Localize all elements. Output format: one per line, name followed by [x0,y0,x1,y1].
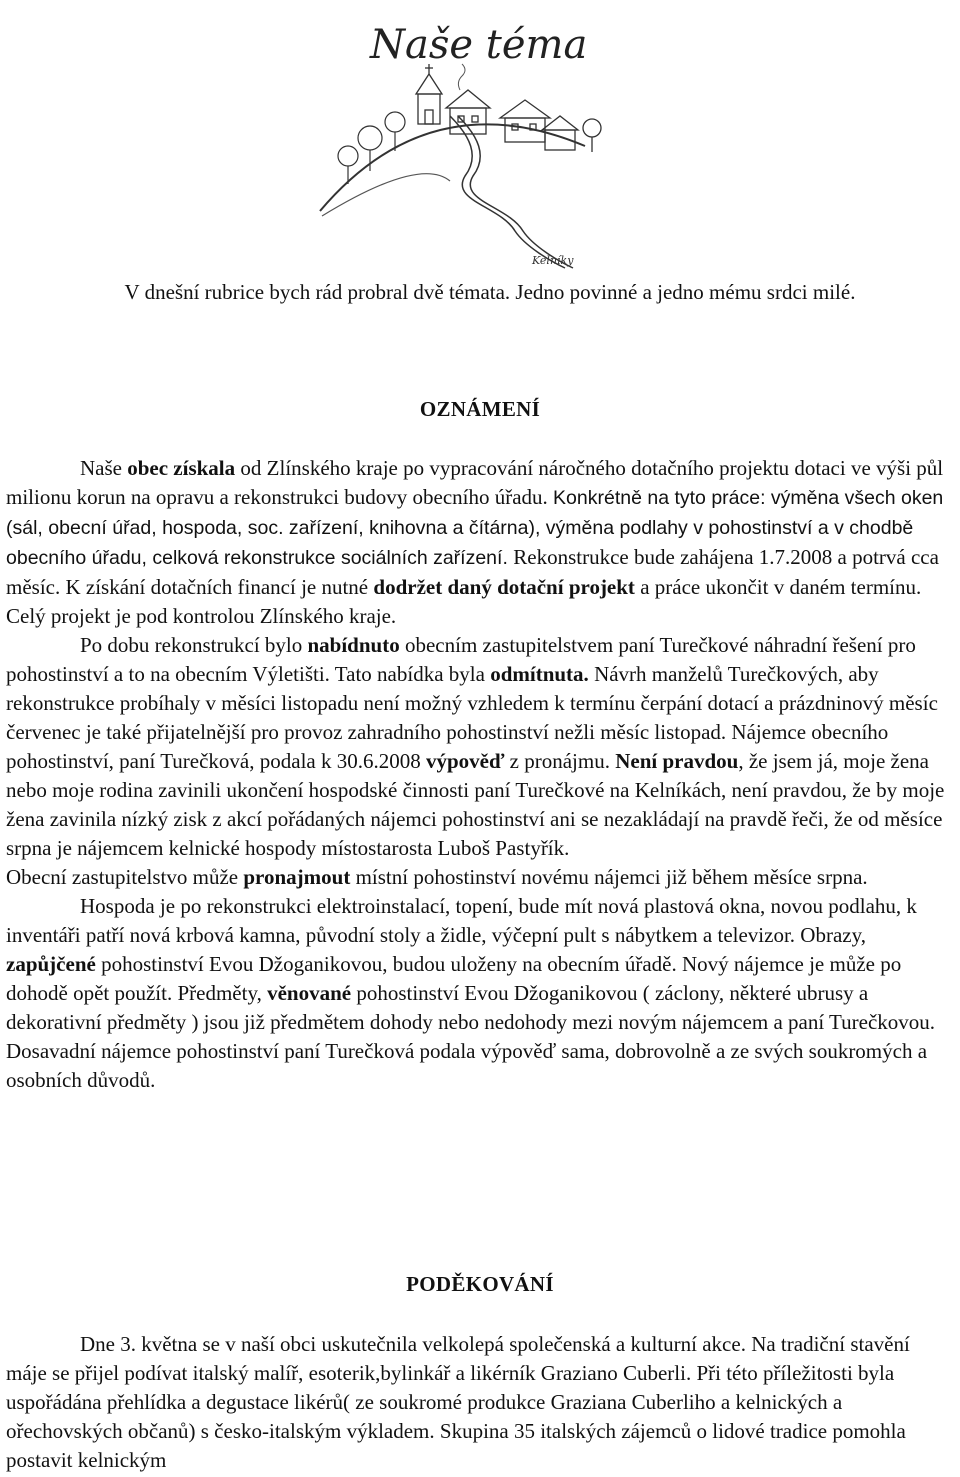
bold-text-run: odmítnuta. [490,662,589,686]
announcement-heading: OZNÁMENÍ [419,397,541,421]
text-run: Dne 3. května se v naší obci uskutečnila velkolepá společenská a kulturní akce. Na tradiční stavění máje se přijel podívat italský malíř, esoterik,bylinkář a likérník Graziano Cuberli. Při této příležitosti byla uspořádána přehlídka a degustace likérů( ze soukromé produkce Graziana Cuberliho a kelnických a ořechovských občanů) s česko-italským výkladem. Skupina 35 italských zájemců o lidové tradice pomohla postavit kelnickým [6,1332,910,1472]
announcement-paragraph-4 [6,892,954,1037]
drawing-signature: Kelníky [532,254,574,267]
text-run: pohostinství Evou Džoganikovou, budou uloženy na obecním úřadě. Nový nájemce je může po dohodě opět použít. Předměty, [6,952,902,1005]
bold-text-run: výpověď [425,749,505,773]
bold-text-run: zapůjčené [6,952,96,976]
text-run: Obecní zastupitelstvo může [6,865,244,889]
church-drawing [416,64,442,124]
text-run: , že jsem já, moje žena nebo moje rodina zavinili ukončení hospodské činnosti paní Turečkové na Kelníkách, není pravdou, že by moje žena zavinila nízký zisk z akcí pořádaných nájemci pohostinství ani se nezakládají na pravdě řeči, že od měsíce srpna je nájemcem kelnické hospody místostarosta Luboš Pastyřík. [6,749,945,860]
bold-text-run: pronajmout [243,865,351,889]
header-title: Naše téma [370,22,588,68]
text-run: Naše [80,456,128,480]
text-run: Po dobu rekonstrukcí bylo [80,633,308,657]
text-run: Dosavadní nájemce pohostinství paní Turečková podala výpověď sama, dobrovolně a ze svých soukromých a osobních důvodů. [6,1039,928,1092]
announcement-paragraph-3 [6,863,954,892]
thanks-paragraph-1 [6,1330,954,1475]
announcement-paragraph-1 [6,454,954,631]
text-run: Konkrétně na tyto práce: výměna všech oken (sál, obecní úřad, hospoda, soc. zařízení, knihovna a čítárna), výměna podlahy v pohostinství a v chodbě obecního úřadu, celková rekonstrukce sociálních zařízení. [6,487,944,569]
bold-text-run: nabídnuto [307,633,400,657]
bold-text-run: obec získala [127,456,236,480]
text-run: Rekonstrukce bude zahájena 1.7.2008 a potrvá cca měsíc. K získání dotačních financí je nutné [6,545,939,599]
announcement-paragraph-2 [6,631,954,863]
text-run: Hospoda je po rekonstrukci elektroinstalací, topení, bude mít nová plastová okna, novou podlahu, k inventáři patří nová krbová kamna, původní stoly a židle, výčepní pult s nábytkem a televizor. Obrazy, [6,894,917,947]
thanks-section [6,1330,954,1475]
text-run: z pronájmu. [504,749,616,773]
intro-paragraph: V dnešní rubrice bych rád probral dvě témata. Jedno povinné a jedno mému srdci milé. [124,280,856,304]
village-on-globe-drawing [300,6,660,276]
bold-text-run: dodržet daný dotační projekt [373,575,635,599]
bold-text-run: věnované [267,981,352,1005]
text-run: od Zlínského kraje po vypracování náročného dotačního projektu dotaci ve výši půl milionu korun na opravu a rekonstrukci budovy obecního úřadu. [6,456,944,509]
thanks-heading: PODĚKOVÁNÍ [406,1272,554,1296]
announcement-paragraph-5 [6,1037,954,1095]
trees-left [338,112,405,184]
text-run: Návrh manželů Turečkových, aby rekonstrukce probíhaly v měsíci listopadu není možný vzhledem k termínu čerpání dotací a prázdninový měsíc červenec je také přijatelnější pro provoz zahradního pohostinství nežli měsíc listopad. Nájemce obecního pohostinství, paní Turečková, podala k 30.6.2008 [6,662,938,773]
text-run: a práce ukončit v daném termínu. Celý projekt je pod kontrolou Zlínského kraje. [6,575,922,628]
header-illustration [0,0,960,280]
announcement-section [6,454,954,1095]
bold-text-run: Není pravdou [615,749,739,773]
text-run: místní pohostinství novému nájemci již během měsíce srpna. [350,865,868,889]
text-run: pohostinství Evou Džoganikovou ( záclony, některé ubrusy a dekorativní předměty ) jsou již předmětem dohody nebo nedohody mezi novým nájemcem a paní Turečkovou. [6,981,936,1034]
text-run: obecním zastupitelstvem paní Turečkové náhradní řešení pro pohostinství a to na obecním Výletišti. Tato nabídka byla [6,633,916,686]
